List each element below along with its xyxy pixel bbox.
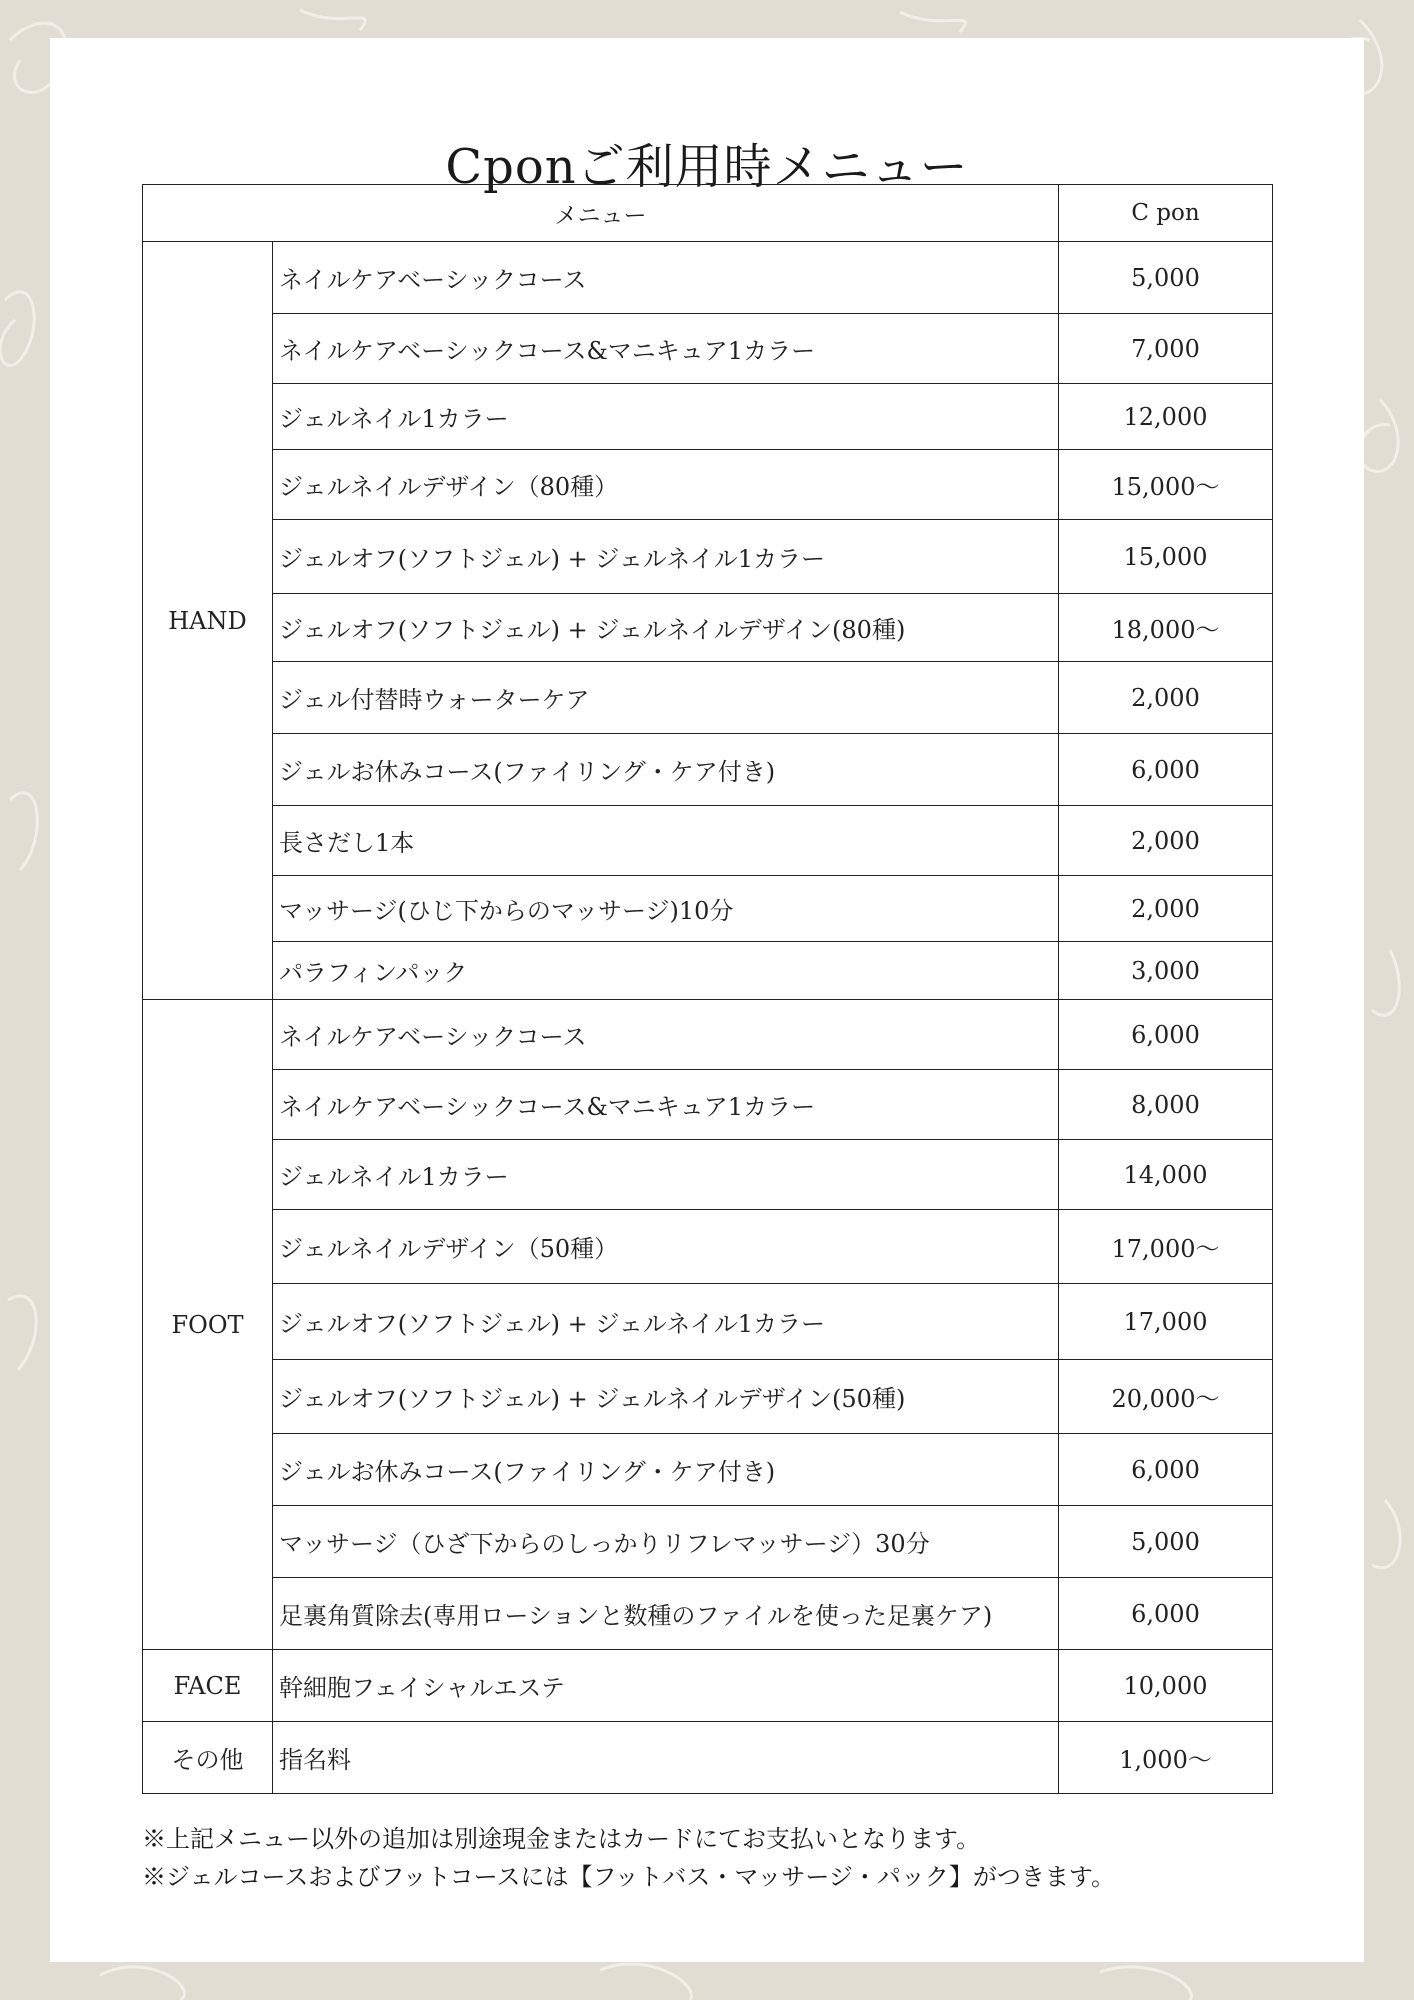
footnotes: [142, 1820, 1115, 1896]
menu-item-name: ジェルネイル1カラー: [273, 384, 1059, 450]
footnote: ※ジェルコースおよびフットコースには【フットバス・マッサージ・パック】がつきます。: [142, 1863, 1115, 1891]
menu-item-price: 6,000: [1059, 1434, 1273, 1506]
table-row: [143, 314, 1273, 384]
table-row: [143, 806, 1273, 876]
menu-item-price: 7,000: [1059, 314, 1273, 384]
header-price: C pon: [1059, 185, 1273, 242]
menu-item-name: パラフィンパック: [273, 942, 1059, 1000]
table-row: [143, 520, 1273, 594]
menu-item-price: 20,000〜: [1059, 1360, 1273, 1434]
table-body: [143, 242, 1273, 1794]
menu-item-name: ジェルオフ(ソフトジェル) + ジェルネイルデザイン(50種): [273, 1360, 1059, 1434]
table-row: [143, 1000, 1273, 1070]
menu-item-price: 17,000: [1059, 1284, 1273, 1360]
table-row: [143, 1722, 1273, 1794]
menu-item-price: 15,000: [1059, 520, 1273, 594]
table-row: [143, 1210, 1273, 1284]
table-row: [143, 662, 1273, 734]
menu-item-name: マッサージ（ひざ下からのしっかりリフレマッサージ）30分: [273, 1506, 1059, 1578]
menu-item-price: 5,000: [1059, 1506, 1273, 1578]
menu-item-price: 3,000: [1059, 942, 1273, 1000]
category-cell: HAND: [143, 242, 273, 1000]
menu-item-name: マッサージ(ひじ下からのマッサージ)10分: [273, 876, 1059, 942]
menu-item-price: 14,000: [1059, 1140, 1273, 1210]
menu-item-price: 6,000: [1059, 734, 1273, 806]
menu-item-name: 長さだし1本: [273, 806, 1059, 876]
menu-item-name: ネイルケアベーシックコース&マニキュア1カラー: [273, 314, 1059, 384]
footnote: ※上記メニュー以外の追加は別途現金またはカードにてお支払いとなります。: [142, 1825, 981, 1853]
menu-item-name: ジェルお休みコース(ファイリング・ケア付き): [273, 1434, 1059, 1506]
menu-item-price: 2,000: [1059, 662, 1273, 734]
table-header-row: [143, 185, 1273, 242]
menu-item-name: ネイルケアベーシックコース&マニキュア1カラー: [273, 1070, 1059, 1140]
menu-item-price: 18,000〜: [1059, 594, 1273, 662]
menu-item-price: 17,000〜: [1059, 1210, 1273, 1284]
table-row: [143, 1284, 1273, 1360]
price-table: [142, 184, 1273, 1794]
menu-item-price: 2,000: [1059, 876, 1273, 942]
menu-item-price: 1,000〜: [1059, 1722, 1273, 1794]
table-row: [143, 384, 1273, 450]
table-row: [143, 1578, 1273, 1650]
menu-item-name: ジェルネイル1カラー: [273, 1140, 1059, 1210]
table-row: [143, 242, 1273, 314]
table-row: [143, 594, 1273, 662]
menu-item-price: 5,000: [1059, 242, 1273, 314]
table-row: [143, 1070, 1273, 1140]
menu-item-name: ジェルオフ(ソフトジェル) + ジェルネイル1カラー: [273, 520, 1059, 594]
menu-sheet: [50, 38, 1364, 1962]
menu-item-name: ジェルネイルデザイン（50種）: [273, 1210, 1059, 1284]
table-row: [143, 1140, 1273, 1210]
table-row: [143, 1434, 1273, 1506]
table-row: [143, 1506, 1273, 1578]
table-row: [143, 876, 1273, 942]
menu-item-name: 幹細胞フェイシャルエステ: [273, 1650, 1059, 1722]
menu-item-name: ネイルケアベーシックコース: [273, 242, 1059, 314]
menu-item-price: 12,000: [1059, 384, 1273, 450]
menu-item-price: 6,000: [1059, 1578, 1273, 1650]
table-row: [143, 734, 1273, 806]
menu-item-price: 10,000: [1059, 1650, 1273, 1722]
category-cell: その他: [143, 1722, 273, 1794]
menu-item-name: ジェルオフ(ソフトジェル) + ジェルネイル1カラー: [273, 1284, 1059, 1360]
table-row: [143, 1650, 1273, 1722]
menu-item-name: ジェルオフ(ソフトジェル) + ジェルネイルデザイン(80種): [273, 594, 1059, 662]
menu-item-name: ジェルネイルデザイン（80種）: [273, 450, 1059, 520]
table-row: [143, 450, 1273, 520]
menu-item-price: 6,000: [1059, 1000, 1273, 1070]
menu-item-name: ネイルケアベーシックコース: [273, 1000, 1059, 1070]
menu-item-name: ジェル付替時ウォーターケア: [273, 662, 1059, 734]
menu-item-price: 8,000: [1059, 1070, 1273, 1140]
header-menu: メニュー: [143, 185, 1059, 242]
menu-item-name: 指名料: [273, 1722, 1059, 1794]
menu-item-price: 15,000〜: [1059, 450, 1273, 520]
category-cell: FOOT: [143, 1000, 273, 1650]
table-row: [143, 942, 1273, 1000]
menu-item-name: 足裏角質除去(専用ローションと数種のファイルを使った足裏ケア): [273, 1578, 1059, 1650]
table-row: [143, 1360, 1273, 1434]
menu-item-price: 2,000: [1059, 806, 1273, 876]
page-title: Cponご利用時メニュー: [445, 139, 969, 195]
category-cell: FACE: [143, 1650, 273, 1722]
menu-item-name: ジェルお休みコース(ファイリング・ケア付き): [273, 734, 1059, 806]
